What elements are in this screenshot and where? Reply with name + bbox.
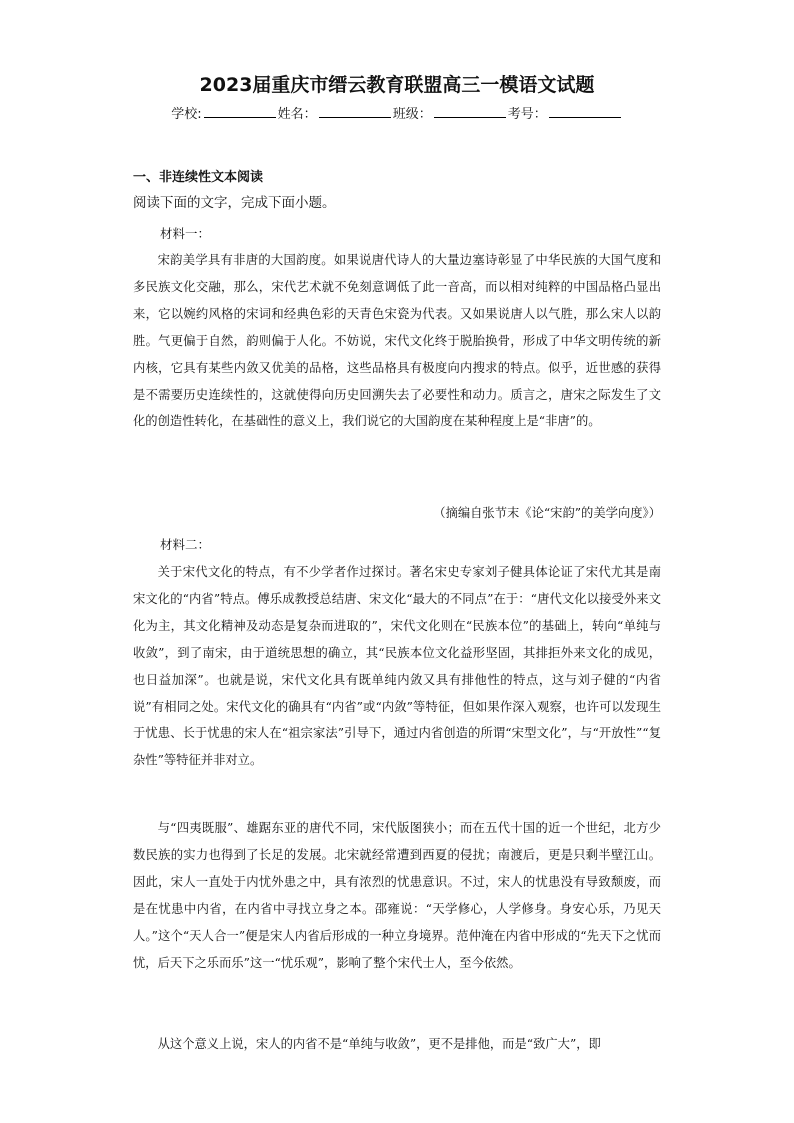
student-info-line bbox=[0, 103, 794, 122]
class-blank[interactable] bbox=[434, 105, 506, 118]
material-one-label: 材料一： bbox=[160, 226, 211, 241]
exam-number-label: 考号： bbox=[507, 107, 547, 122]
name-blank[interactable] bbox=[319, 105, 391, 118]
class-label: 班级： bbox=[392, 107, 432, 122]
material-two-paragraph-1: 关于宋代文化的特点，有不少学者作过探讨。著名宋史专家刘子健具体论证了宋代尤其是南宋文化的“内省”特点。傅乐成教授总结唐、宋文化“最大的不同点”在于：“唐代文化以接受外来文化为主，其文化精神及动态是复杂而进取的”，宋代文化则在“民族本位”的基础上，转向“单纯与收敛”，到了南宋，由于道统思想的确立，其“民族本位文化益形坚固，其排拒外来文化的成见，也日益加深”。也就是说，宋代文化具有既单纯内敛又具有排他性的特点，这与刘子健的“内省说”有相同之处。宋代文化的确具有“内省”或“内敛”等特征，但如果作深入观察，也许可以发现生于忧患、长于忧患的宋人在“祖宗家法”引导下，通过内省创造的所谓“宋型文化”，与“开放性”“复杂性”等特征并非对立。 bbox=[133, 565, 661, 768]
name-label: 姓名： bbox=[277, 107, 317, 122]
material-two-paragraph-2: 与“四夷既服”、雄踞东亚的唐代不同，宋代版图狭小；而在五代十国的近一个世纪，北方少数民族的实力也得到了长足的发展。北宋就经常遭到西夏的侵扰；南渡后，更是只剩半壁江山。因此，宋人一直处于内忧外患之中，具有浓烈的忧患意识。不过，宋人的忧患没有导致颓废，而是在忧患中内省，在内省中寻找立身之本。邵雍说：“天学修心，人学修身。身安心乐，乃见天人。”这个“天人合一”便是宋人内省后形成的一种立身境界。范仲淹在内省中形成的“先天下之忧而忧，后天下之乐而乐”这一“忧乐观”，影响了整个宋代士人，至今依然。 bbox=[133, 821, 661, 970]
material-two-label: 材料二： bbox=[160, 537, 211, 552]
material-one-source: （摘编自张节末《论“宋韵”的美学向度》） bbox=[433, 506, 661, 520]
school-label: 学校: bbox=[171, 107, 202, 122]
material-two-paragraph-3: 从这个意义上说，宋人的内省不是“单纯与收敛”，更不是排他，而是“致广大”，即 bbox=[157, 1037, 601, 1051]
material-one-text: 宋韵美学具有非唐的大国韵度。如果说唐代诗人的大量边塞诗彰显了中华民族的大国气度和多民族文化交融，那么，宋代艺术就不免刻意调低了此一音高，而以相对纯粹的中国品格凸显出来，它以婉约风格的宋词和经典色彩的天青色宋瓷为代表。又如果说唐人以气胜，那么宋人以韵胜。气更偏于自然，韵则偏于人化。不妨说，宋代文化终于脱胎换骨，形成了中华文明传统的新内核，它具有某些内敛又优美的品格，这些品格具有极度向内搜求的特点。似乎，近世感的获得是不需要历史连续性的，这就使得向历史回溯失去了必要性和动力。质言之，唐宋之际发生了文化的创造性转化，在基础性的意义上，我们说它的大国韵度在某种程度上是“非唐”的。 bbox=[133, 253, 661, 429]
page-title: 2023届重庆市缙云教育联盟高三一模语文试题 bbox=[199, 74, 595, 96]
section-instruction: 阅读下面的文字，完成下面小题。 bbox=[133, 195, 336, 211]
section-heading: 一、非连续性文本阅读 bbox=[133, 170, 264, 185]
school-blank[interactable] bbox=[204, 105, 276, 118]
exam-number-blank[interactable] bbox=[549, 105, 621, 118]
